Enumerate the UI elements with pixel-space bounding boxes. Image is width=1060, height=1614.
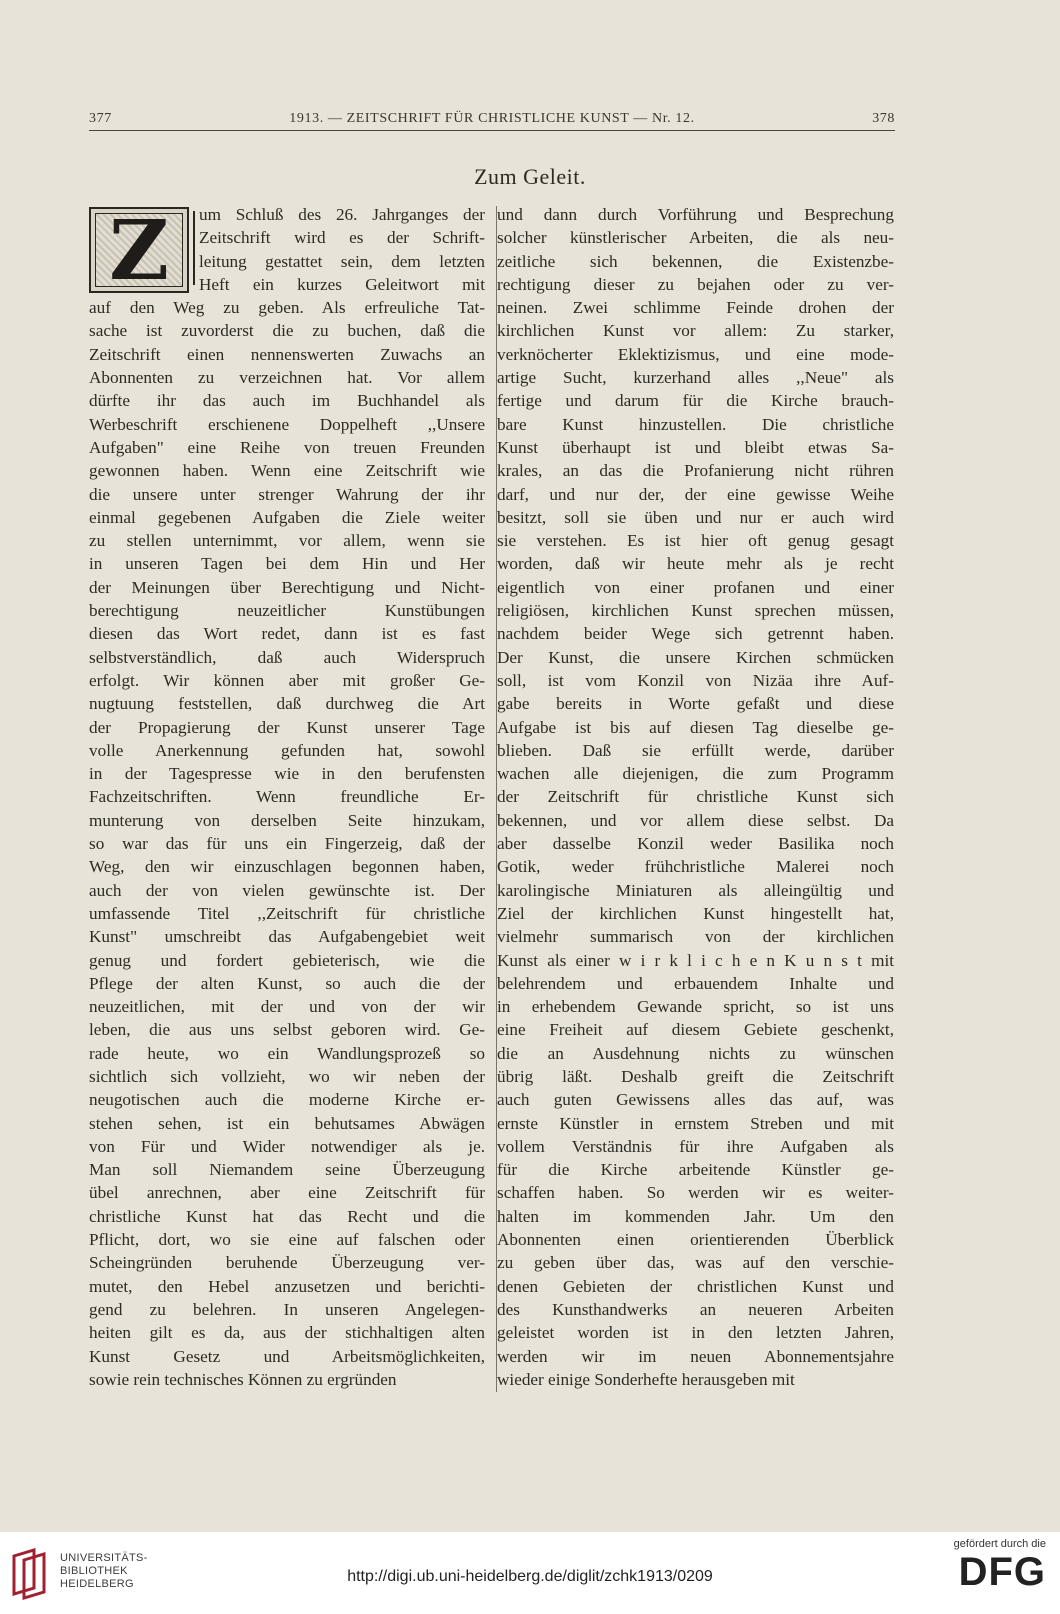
text-line: artige Sucht, kurzerhand alles ,,Neue" als [497,368,894,388]
text-line: und dann durch Vorführung und Besprechung [497,205,894,224]
text-line: die an Ausdehnung nichts zu wünschen [497,1043,894,1063]
text-line: des Kunsthandwerks an neueren Arbeiten [497,1299,894,1319]
text-line: zu geben über das, was auf den verschie- [497,1253,894,1273]
text-line: vollem Verständnis für ihre Aufgaben als [497,1136,894,1156]
text-line: mutet, den Hebel anzusetzen und berichti- [89,1276,485,1296]
text-line: halten im kommenden Jahr. Um den [497,1206,894,1226]
text-line: sie verstehen. Es ist hier oft genug gesagt [497,531,894,551]
text-line: umfassende Titel ,,Zeitschrift für christliche [89,903,485,923]
text-line: auf den Weg zu geben. Als erfreuliche Tat- [89,298,485,318]
text-line: eigentlich von einer profanen und einer [497,577,894,597]
text-line: der Propagierung der Kunst unserer Tage [89,717,485,737]
text-line: darf, und nur der, der eine gewisse Weihe [497,484,894,504]
text-line: gewonnen haben. Wenn eine Zeitschrift wie [89,461,485,481]
text-line: soll, ist vom Konzil von Nizäa ihre Auf- [497,670,894,690]
footer-bar [0,1532,1060,1614]
text-line: die unsere unter strenger Wahrung der ihr [89,484,485,504]
text-line: vielmehr summarisch von der kirchlichen [497,927,894,947]
text-line: in unseren Tagen bei dem Hin und Her [89,554,485,574]
text-line: fertige und darum für die Kirche brauch- [497,391,894,411]
text-line: Aufgabe ist bis auf diesen Tag dieselbe ge- [497,717,894,737]
text-line: verknöcherter Eklektizismus, und eine mode- [497,344,894,364]
text-line: auch guten Gewissens alles das auf, was [497,1090,894,1110]
text-line: Werbeschrift erschienene Doppelheft ,,Unsere [89,414,485,434]
text-line: blieben. Daß sie erfüllt werde, darüber [497,740,894,760]
text-line: eine Freiheit auf diesem Gebiete geschenkt, [497,1020,894,1040]
text-line: Heft ein kurzes Geleitwort mit [199,274,485,294]
text-line: um Schluß des 26. Jahrganges der [199,205,485,224]
text-line: zeitliche sich bekennen, die Existenzbe- [497,251,894,271]
text-line: Abonnenten zu verzeichnen hat. Vor allem [89,368,485,388]
text-line: berechtigung neuzeitlicher Kunstübungen [89,601,485,621]
text-line: geleistet worden ist in den letzten Jahren, [497,1323,894,1343]
text-line: sache ist zuvorderst die zu buchen, daß die [89,321,485,341]
text-line: Aufgaben" eine Reihe von treuen Freunden [89,437,485,457]
text-line: christliche Kunst hat das Recht und die [89,1206,485,1226]
text-line: solcher künstlerischer Arbeiten, die als neu- [497,228,894,248]
text-line: schaffen haben. So werden wir es weiter- [497,1183,894,1203]
text-line: erfolgt. Wir können aber mit großer Ge- [89,670,485,690]
text-line: kirchlichen Kunst vor allem: Zu starker, [497,321,894,341]
text-line: neugotischen auch die moderne Kirche er- [89,1090,485,1110]
text-line: Scheingründen beruhende Überzeugung ver- [89,1253,485,1273]
text-line: gend zu belehren. In unseren Angelegen- [89,1299,485,1319]
text-line: selbstverständlich, daß auch Widerspruch [89,647,485,667]
text-line: Abonnenten einen orientierenden Überblick [497,1230,894,1250]
text-line: nugtuung feststellen, daß durchweg die Art [89,694,485,714]
text-line: karolingische Miniaturen als alleingültig und [497,880,894,900]
text-line: rechtigung dieser zu bejahen oder zu ver- [497,274,894,294]
text-line: worden, daß wir heute mehr als je recht [497,554,894,574]
text-line: Zeitschrift einen nennenswerten Zuwachs an [89,344,485,364]
text-line: dürfte ihr das auch im Buchhandel als [89,391,485,411]
text-line: in erhebendem Gewande spricht, so ist uns [497,997,894,1017]
text-line: übrig läßt. Deshalb greift die Zeitschrift [497,1066,894,1086]
text-line: auch der von vielen gewünschte ist. Der [89,880,485,900]
text-line: Ziel der kirchlichen Kunst hingestellt hat, [497,903,894,923]
source-url-link[interactable]: http://digi.ub.uni-heidelberg.de/diglit/zchk1913/0209 [347,1568,713,1585]
dfg-logo: DFG [958,1550,1046,1594]
text-line: volle Anerkennung gefunden hat, sowohl [89,740,485,760]
text-line: Fachzeitschriften. Wenn freundliche Er- [89,787,485,807]
left-column [89,203,485,1391]
page-number-left: 377 [89,111,112,126]
text-line: denen Gebieten der christlichen Kunst und [497,1276,894,1296]
text-line: der Zeitschrift für christliche Kunst sich [497,787,894,807]
header-rule [89,130,895,131]
text-line: krales, an das die Profanierung nicht rühren [497,461,894,481]
text-line: sichtlich sich vollzieht, wo wir neben der [89,1066,485,1086]
library-name: UNIVERSITÄTS- BIBLIOTHEK HEIDELBERG [60,1552,148,1590]
text-line: wieder einige Sonderhefte herausgeben mit [497,1369,795,1389]
text-line: belehrendem und erbauendem Inhalte und [497,973,894,993]
text-line: Pflicht, dort, wo sie eine auf falschen oder [89,1230,485,1250]
funding-text: gefördert durch die [953,1538,1046,1550]
text-line: bare Kunst hinzustellen. Die christliche [497,414,894,434]
text-line: rade heute, wo ein Wandlungsprozeß so [89,1043,485,1063]
text-line: neinen. Zwei schlimme Feinde drohen der [497,298,894,318]
text-line: zu stellen unternimmt, vor allem, wenn sie [89,531,485,551]
dfg-funding [916,1538,1046,1594]
text-line: sowie rein technisches Können zu ergründen [89,1369,397,1389]
text-line: Kunst als einer w i r k l i c h e n K u n s t mit [497,950,894,970]
text-line: leben, die aus uns selbst geboren wird. Ge- [89,1020,485,1040]
text-line: der Meinungen über Berechtigung und Nicht- [89,577,485,597]
drop-cap-letter: Z [109,203,169,299]
text-line: heiten gilt es da, aus der stichhaltigen alten [89,1323,485,1343]
text-line: genug und fordert gebieterisch, wie die [89,950,485,970]
page-number-right: 378 [872,111,895,126]
text-line: so war das für uns ein Fingerzeig, daß der [89,834,485,854]
text-line: Gotik, weder frühchristliche Malerei noch [497,857,894,877]
text-line: einmal gegebenen Aufgaben die Ziele weiter [89,507,485,527]
text-line: Zeitschrift wird es der Schrift- [199,228,485,248]
text-line: neuzeitlichen, mit der und von der wir [89,997,485,1017]
text-line: aber dasselbe Konzil weder Basilika noch [497,834,894,854]
text-line: Weg, den wir einzuschlagen begonnen haben, [89,857,485,877]
text-line: für die Kirche arbeitende Künstler ge- [497,1160,894,1180]
text-line: Kunst Gesetz und Arbeitsmöglichkeiten, [89,1346,485,1366]
right-column [497,203,894,1391]
running-title: 1913. — ZEITSCHRIFT FÜR CHRISTLICHE KUNST — Nr. 12. [289,111,695,126]
text-line: Der Kunst, die unsere Kirchen schmücken [497,647,894,667]
text-line: munterung von derselben Seite hinzukam, [89,810,485,830]
text-line: nachdem beider Wege sich getrennt haben. [497,624,894,644]
text-line: Pflege der alten Kunst, so auch die der [89,973,485,993]
text-line: besitzt, soll sie üben und nur er auch wird [497,507,894,527]
text-line: diesen das Wort redet, dann ist es fast [89,624,485,644]
text-line: gabe bereits in Worte gefaßt und diese [497,694,894,714]
text-line: leitung gestattet sein, dem letzten [199,251,485,271]
text-line: übel anrechnen, aber eine Zeitschrift für [89,1183,485,1203]
text-line: ernste Künstler in ernstem Streben und mit [497,1113,894,1133]
article-title: Zum Geleit. [474,164,586,189]
text-line: religiösen, kirchlichen Kunst sprechen müssen, [497,601,894,621]
text-line: werden wir im neuen Abonnementsjahre [497,1346,894,1366]
text-line: Kunst" umschreibt das Aufgabengebiet weit [89,927,485,947]
text-line: von Für und Wider notwendiger als je. [89,1136,485,1156]
text-line: bekennen, und vor allem diese selbst. Da [497,810,894,830]
text-line: wachen alle diejenigen, die zum Programm [497,764,894,784]
text-line: Kunst überhaupt ist und bleibt etwas Sa- [497,437,894,457]
text-line: Man soll Niemandem seine Überzeugung [89,1160,485,1180]
text-line: in der Tagespresse wie in den berufensten [89,764,485,784]
text-line: stehen sehen, ist ein behutsames Abwägen [89,1113,485,1133]
